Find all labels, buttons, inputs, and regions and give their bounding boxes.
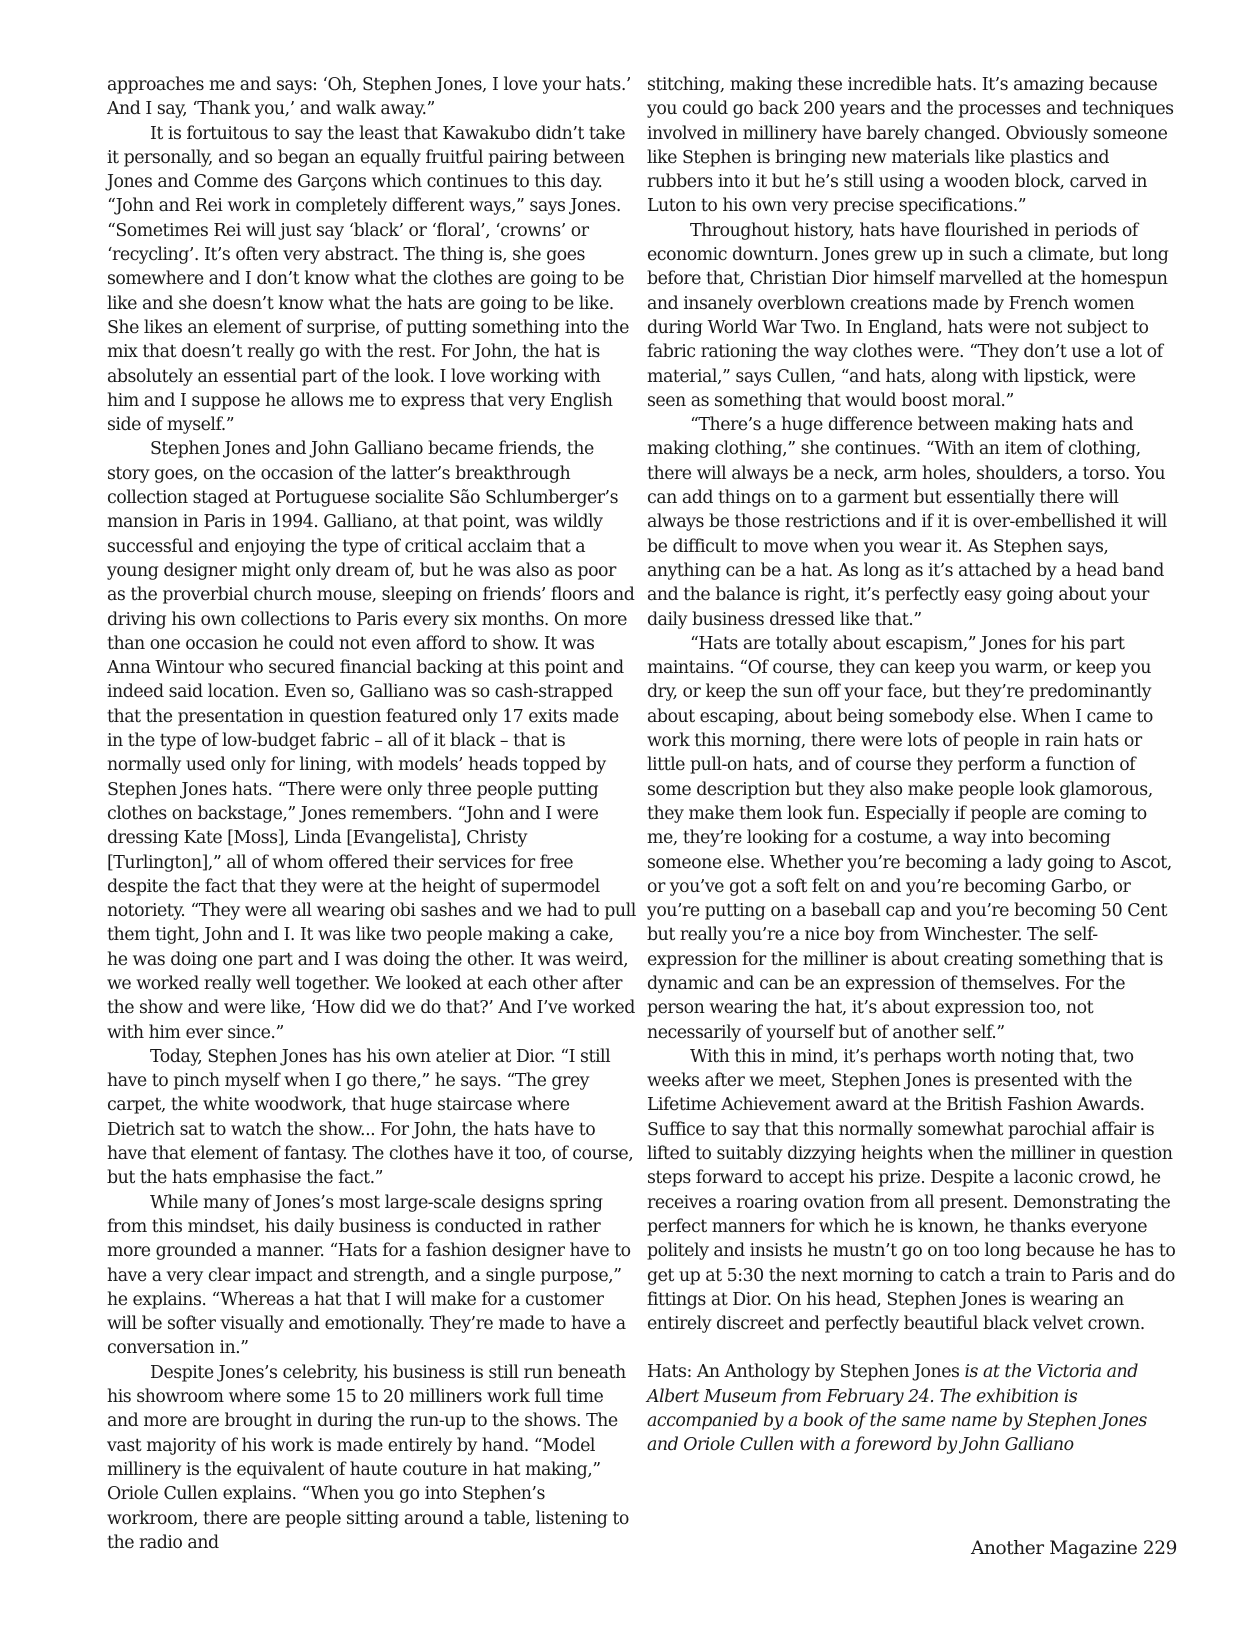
exhibition-credit [647,1360,1177,1457]
exhibition-title: Hats: An Anthology by Stephen Jones [647,1362,960,1383]
exhibition-details: is at the Victoria and Albert Museum from February 24. The exhibition is accompanied by a book of the same name by Stephen Jones and Oriole Cullen with a foreword by John Galliano [647,1362,1147,1456]
paragraph: approaches me and says: ‘Oh, Stephen Jones, I love your hats.’ And I say, ‘Thank you,’ and walk away.” [107,75,631,120]
paragraph: With this in mind, it’s perhaps worth noting that, two weeks after we meet, Stephen Jones is presented with the Lifetime Achievement award at the British Fashion Awards. Suffice to say that this normally somewhat parochial affair is lifted to suitably dizzying heights when the milliner in question steps forward to accept his prize. Despite a laconic crowd, he receives a roaring ovation from all present. Demonstrating the perfect manners for which he is known, he thanks everyone politely and insists he mustn’t go on too long because he has to get up at 5:30 the next morning to catch a train to Paris and do fittings at Dior. On his head, Stephen Jones is wearing an entirely discreet and perfectly beautiful black velvet crown. [647,1046,1176,1335]
paragraph: It is fortuitous to say the least that Kawakubo didn’t take it personally, and so began an equally fruitful pairing between Jones and Comme des Garçons which continues to this day. “John and Rei work in completely different ways,” says Jones. “Sometimes Rei will just say ‘black’ or ‘floral’, ‘crowns’ or ‘recycling’. It’s often very abstract. The thing is, she goes somewhere and I don’t know what the clothes are going to be like and she doesn’t know what the hats are going to be like. She likes an element of surprise, of putting something into the mix that doesn’t really go with the rest. For John, the hat is absolutely an essential part of the look. I love working with him and I suppose he allows me to express that very English side of myself.” [107,123,629,436]
paragraph: stitching, making these incredible hats. It’s amazing because you could go back 200 years and the processes and techniques involved in millinery have barely changed. Obviously someone like Stephen is bringing new materials like plastics and rubbers into it but he’s still using a wooden block, carved in Luton to his own very precise specifications.” [647,75,1174,217]
paragraph: Despite Jones’s celebrity, his business is still run beneath his showroom where some 15 to 20 milliners work full time and more are brought in during the run-up to the shows. The vast majority of his work is made entirely by hand. “Model millinery is the equivalent of haute couture in hat making,” Oriole Cullen explains. “When you go into Stephen’s workroom, there are people sitting around a table, listening to the radio and [107,1362,629,1553]
paragraph: Throughout history, hats have flourished in periods of economic downturn. Jones grew up in such a climate, but long before that, Christian Dior himself marvelled at the homespun and insanely overblown creations made by French women during World War Two. In England, hats were not subject to fabric rationing the way clothes were. “They don’t use a lot of material,” says Cullen, “and hats, along with lipstick, were seen as something that would boost moral.” [647,220,1169,411]
paragraph: “There’s a huge difference between making hats and making clothing,” she continues. “With an item of clothing, there will always be a neck, arm holes, shoulders, a torso. You can add things on to a garment but essentially there will always be those restrictions and if it is over-embellished it will be difficult to move when you wear it. As Stephen says, anything can be a hat. As long as it’s attached by a head band and the balance is right, it’s perfectly easy going about your daily business dressed like that.” [647,415,1167,630]
paragraph: While many of Jones’s most large-scale designs spring from this mindset, his daily business is conducted in rather more grounded a manner. “Hats for a fashion designer have to have a very clear impact and strength, and a single purpose,” he explains. “Whereas a hat that I will make for a customer will be softer visually and emotionally. They’re made to have a conversation in.” [107,1192,631,1359]
page-folio: Another Magazine 229 [971,1538,1177,1559]
paragraph: Today, Stephen Jones has his own atelier at Dior. “I still have to pinch myself when I go there,” he says. “The grey carpet, the white woodwork, that huge staircase where Dietrich sat to watch the show... For John, the hats have to have that element of fantasy. The clothes have it too, of course, but the hats emphasise the fact.” [107,1046,634,1189]
article-left-column [107,73,637,1555]
paragraph: Stephen Jones and John Galliano became friends, the story goes, on the occasion of the latter’s breakthrough collection staged at Portuguese socialite São Schlumberger’s mansion in Paris in 1994. Galliano, at that point, was wildly successful and enjoying the type of critical acclaim that a young designer might only dream of, but he was also as poor as the proverbial church mouse, sleeping on friends’ floors and driving his own collections to Paris every six months. On more than one occasion he could not even afford to show. It was Anna Wintour who secured financial backing at this point and indeed said location. Even so, Galliano was so cash-strapped that the presentation in question featured only 17 exits made in the type of low-budget fabric – all of it black – that is normally used only for lining, with models’ heads topped by Stephen Jones hats. “There were only three people putting clothes on backstage,” Jones remembers. “John and I were dressing Kate [Moss], Linda [Evangelista], Christy [Turlington],” all of whom offered their services for free despite the fact that they were at the height of supermodel notoriety. “They were all wearing obi sashes and we had to pull them tight, John and I. It was like two people making a cake, he was doing one part and I was doing the other. It was weird, we worked really well together. We looked at each other after the show and were like, ‘How did we do that?’ And I’ve worked with him ever since.” [107,439,636,1043]
paragraph: “Hats are totally about escapism,” Jones for his part maintains. “Of course, they can keep you warm, or keep you dry, or keep the sun off your face, but they’re predominantly about escaping, about being somebody else. When I came to work this morning, there were lots of people in rain hats or little pull-on hats, and of course they perform a function of some description but they also make people look glamorous, they make them look fun. Especially if people are coming to me, they’re looking for a costume, a way into becoming someone else. Whether you’re becoming a lady going to Ascot, or you’ve got a soft felt on and you’re becoming Garbo, or you’re putting on a baseball cap and you’re becoming 50 Cent but really you’re a nice boy from Winchester. The self-expression for the milliner is about creating something that is dynamic and can be an expression of themselves. For the person wearing the hat, it’s about expression too, not necessarily of yourself but of another self.” [647,633,1172,1043]
article-right-column [647,73,1177,1458]
